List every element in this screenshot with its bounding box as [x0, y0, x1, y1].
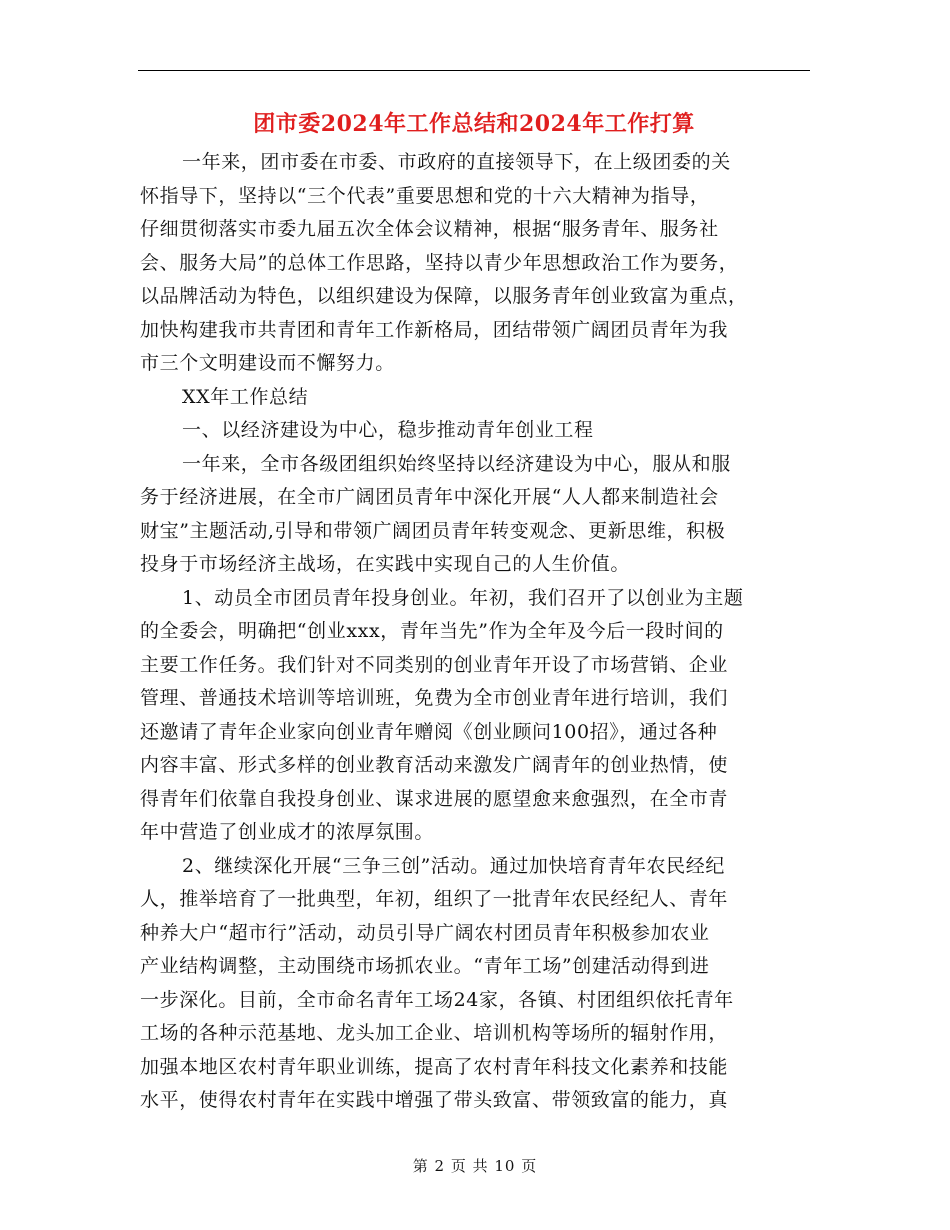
body-line: 产业结构调整，主动围绕市场抓农业。“青年工场”创建活动得到进 — [140, 955, 710, 977]
body-line: 内容丰富、形式多样的创业教育活动来激发广阔青年的创业热情，使 — [140, 754, 729, 776]
body-line: 得青年们依靠自我投身创业、谋求进展的愿望愈来愈强烈，在全市青 — [140, 787, 729, 810]
body-line: 还邀请了青年企业家向创业青年赠阅《创业顾问100招》，通过各种 — [140, 720, 718, 743]
body-line: 市三个文明建设而不懈努力。 — [140, 352, 395, 374]
body-line: 仔细贯彻落实市委九届五次全体会议精神，根据“服务青年、服务社 — [140, 218, 719, 240]
body-line: 管理、普通技术培训等培训班，免费为全市创业青年进行培训，我们 — [140, 687, 729, 709]
section-heading: XX年工作总结 — [182, 385, 309, 408]
body-line: 一年来，团市委在市委、市政府的直接领导下，在上级团委的关 — [182, 151, 731, 173]
body-line: 1、动员全市团员青年投身创业。年初，我们召开了以创业为主题 — [182, 586, 744, 609]
document-title: 团市委2024年工作总结和2024年工作打算 — [253, 111, 695, 137]
body-line: 怀指导下，坚持以“三个代表”重要思想和党的十六大精神为指导， — [140, 184, 710, 207]
body-line: 加强本地区农村青年职业训练，提高了农村青年科技文化素养和技能 — [140, 1055, 729, 1078]
body-line: 投身于市场经济主战场，在实践中实现自己的人生价值。 — [140, 553, 631, 575]
body-line: 加快构建我市共青团和青年工作新格局，团结带领广阔团员青年为我 — [140, 318, 729, 341]
body-line: 务于经济进展，在全市广阔团员青年中深化开展“人人都来制造社会 — [140, 486, 719, 508]
body-line: 水平，使得农村青年在实践中增强了带头致富、带领致富的能力，真 — [140, 1089, 729, 1111]
document-body — [140, 146, 812, 1118]
body-line: 的全委会，明确把“创业xxx，青年当先”作为全年及今后一段时间的 — [140, 620, 724, 642]
body-line: 年中营造了创业成才的浓厚氛围。 — [140, 821, 435, 843]
body-line: 一步深化。目前，全市命名青年工场24家，各镇、村团组织依托青年 — [140, 988, 734, 1011]
body-line: 工场的各种示范基地、龙头加工企业、培训机构等场所的辐射作用， — [140, 1022, 729, 1044]
body-line: 会、服务大局”的总体工作思路，坚持以青少年思想政治工作为要务， — [140, 251, 739, 274]
page-number-footer: 第 2 页 共 10 页 — [412, 1157, 538, 1175]
body-line: 主要工作任务。我们针对不同类别的创业青年开设了市场营销、企业 — [140, 653, 729, 676]
body-line: 2、继续深化开展“三争三创”活动。通过加快培育青年农民经纪 — [182, 854, 725, 877]
body-line: 以品牌活动为特色，以组织建设为保障，以服务青年创业致富为重点， — [140, 285, 748, 307]
body-line: 人，推举培育了一批典型，年初，组织了一批青年农民经纪人、青年 — [140, 888, 729, 910]
section-heading: 一、以经济建设为中心，稳步推动青年创业工程 — [182, 419, 594, 441]
header-rule — [138, 70, 810, 71]
body-line: 种养大户“超市行”活动，动员引导广阔农村团员青年积极参加农业 — [140, 921, 710, 944]
body-line: 一年来，全市各级团组织始终坚持以经济建设为中心，服从和服 — [182, 452, 731, 475]
body-line: 财宝”主题活动,引导和带领广阔团员青年转变观念、更新思维，积极 — [140, 519, 726, 542]
